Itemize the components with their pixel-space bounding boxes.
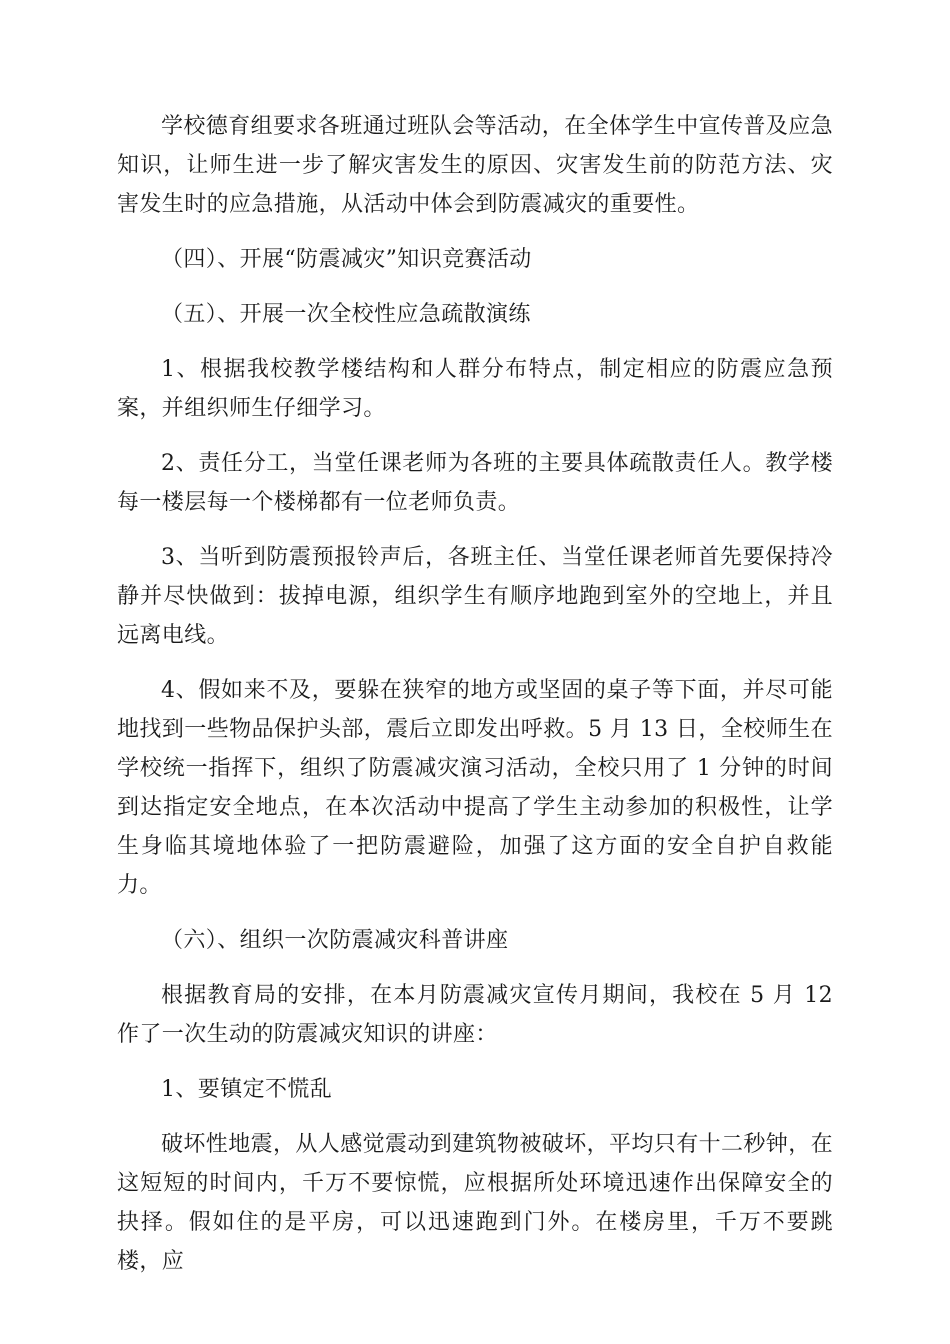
section-heading-science-lecture: （六）、组织一次防震减灾科普讲座 <box>161 928 509 953</box>
document-body <box>117 107 833 1281</box>
list-item-emergency-plan: 1、根据我校教学楼结构和人群分布特点，制定相应的防震应急预案，并组织师生仔细学习。 <box>117 357 833 421</box>
list-item-alarm-response: 3、当听到防震预报铃声后，各班主任、当堂任课老师首先要保持冷静并尽快做到：拔掉电源，组织学生有顺序地跑到室外的空地上，并且远离电线。 <box>117 545 833 648</box>
list-item-responsibility: 2、责任分工，当堂任课老师为各班的主要具体疏散责任人。教学楼每一楼层每一个楼梯都有一位老师负责。 <box>117 451 833 515</box>
section-heading-knowledge-contest: （四）、开展“防震减灾”知识竞赛活动 <box>161 247 532 272</box>
list-item-shelter: 4、假如来不及，要躲在狭窄的地方或坚固的桌子等下面，并尽可能地找到一些物品保护头部，震后立即发出呼救。5 月 13 日，全校师生在学校统一指挥下，组织了防震减灾演习活动，全校只用了 1 分钟的时间到达指定安全地点，在本次活动中提高了学生主动参加的积极性，让学生身临其境地体验了一把防震避险，加强了这方面的安全自护自救能力。 <box>117 678 833 898</box>
paragraph-destructive-earthquake: 破坏性地震，从人感觉震动到建筑物被破坏，平均只有十二秒钟，在这短短的时间内，千万不要惊慌，应根据所处环境迅速作出保障安全的抉择。假如住的是平房，可以迅速跑到门外。在楼房里，千万不要跳楼，应 <box>117 1132 834 1274</box>
section-heading-evacuation-drill: （五）、开展一次全校性应急疏散演练 <box>161 302 531 327</box>
paragraph-lecture-intro: 根据教育局的安排，在本月防震减灾宣传月期间，我校在 5 月 12 作了一次生动的防震减灾知识的讲座： <box>117 983 833 1047</box>
list-item-stay-calm: 1、要镇定不慌乱 <box>161 1077 333 1102</box>
paragraph-moral-education: 学校德育组要求各班通过班队会等活动，在全体学生中宣传普及应急知识，让师生进一步了解灾害发生的原因、灾害发生前的防范方法、灾害发生时的应急措施，从活动中体会到防震减灾的重要性。 <box>117 114 834 217</box>
